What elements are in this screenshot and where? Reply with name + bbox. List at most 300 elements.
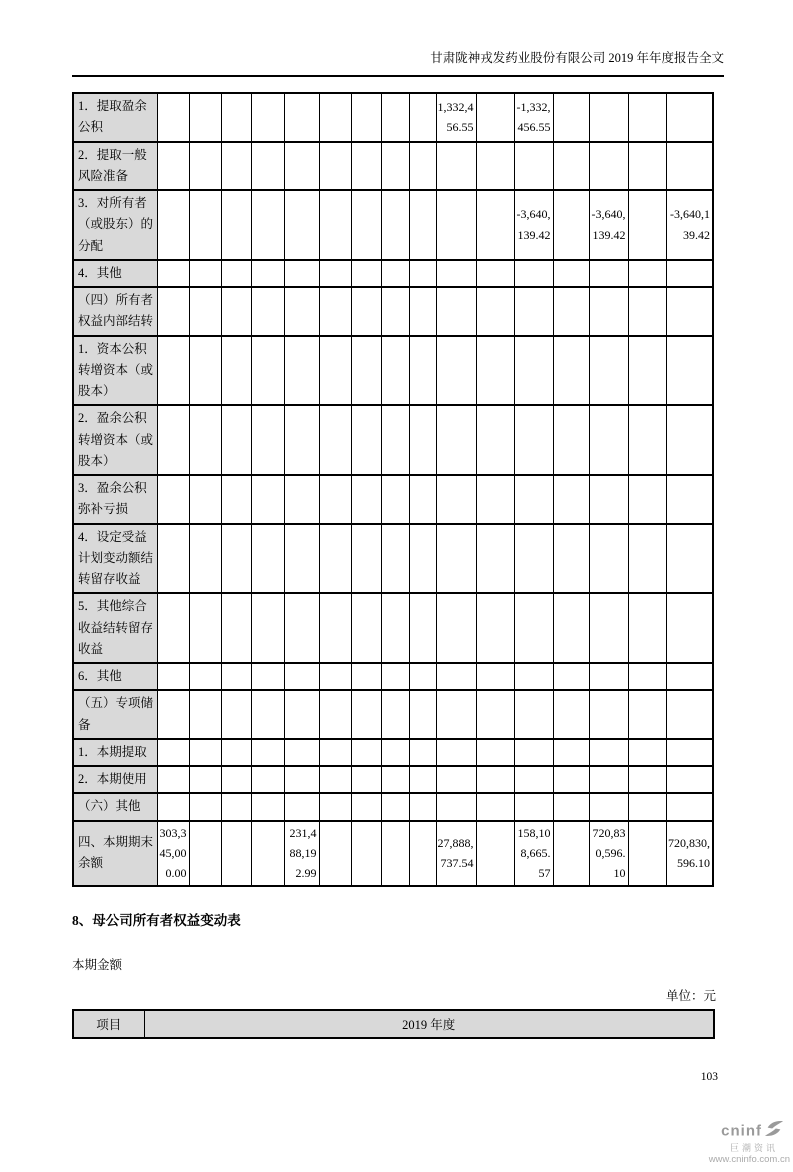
value-cell [319,287,351,336]
value-cell [409,593,436,663]
value-cell [476,524,514,594]
value-cell [284,142,319,191]
value-cell [251,405,284,475]
value-cell [553,593,589,663]
value-cell [666,336,713,406]
value-cell [157,287,189,336]
row-label: 1．资本公积转增资本（或股本） [73,336,157,406]
value-cell [409,793,436,820]
value-cell [284,405,319,475]
table-row [73,524,713,594]
period-label: 本期金额 [72,957,123,972]
value-cell [436,663,476,690]
value-cell [221,190,251,260]
value-cell [553,821,589,886]
table-row [73,260,713,287]
value-cell [514,287,553,336]
value-cell [409,142,436,191]
value-cell [351,793,381,820]
section-heading: 8、母公司所有者权益变动表 [72,912,241,928]
value-cell [666,793,713,820]
value-cell [189,821,221,886]
value-cell [476,405,514,475]
value-cell [409,405,436,475]
value-cell [284,475,319,524]
row-label: （四）所有者权益内部结转 [73,287,157,336]
value-cell [589,142,628,191]
value-cell [436,793,476,820]
value-cell [628,190,666,260]
value-cell [476,793,514,820]
value-cell [251,793,284,820]
value-cell [476,260,514,287]
value-cell: 27,888,737.54 [436,821,476,886]
table-row [73,821,713,886]
value-cell [514,593,553,663]
value-cell [189,690,221,739]
value-cell [189,287,221,336]
row-label: 2．盈余公积转增资本（或股本） [73,405,157,475]
value-cell [381,287,409,336]
value-cell [589,663,628,690]
value-cell [157,475,189,524]
table-row [73,690,713,739]
value-cell [284,287,319,336]
value-cell [157,593,189,663]
value-cell [381,663,409,690]
cninfo-logo [700,1120,790,1166]
item-header-cell: 项目 [73,1010,144,1038]
value-cell [628,690,666,739]
value-cell [381,821,409,886]
value-cell [628,142,666,191]
value-cell [553,793,589,820]
year-header-cell: 2019 年度 [144,1010,714,1038]
table-header-row [73,1010,714,1038]
value-cell [628,821,666,886]
value-cell [628,524,666,594]
value-cell [221,287,251,336]
value-cell [251,260,284,287]
value-cell [189,593,221,663]
value-cell [189,142,221,191]
value-cell [319,821,351,886]
value-cell [351,287,381,336]
value-cell [628,739,666,766]
value-cell [589,287,628,336]
value-cell [628,593,666,663]
value-cell [409,287,436,336]
value-cell [553,475,589,524]
value-cell [221,690,251,739]
value-cell [476,821,514,886]
value-cell [251,142,284,191]
value-cell [221,593,251,663]
value-cell [589,593,628,663]
value-cell [589,475,628,524]
value-cell [284,793,319,820]
value-cell [251,593,284,663]
value-cell [436,405,476,475]
value-cell: 720,830,596.10 [589,821,628,886]
value-cell [221,405,251,475]
value-cell [514,663,553,690]
value-cell [476,690,514,739]
value-cell [436,336,476,406]
value-cell [221,336,251,406]
row-label: 1．本期提取 [73,739,157,766]
value-cell [319,793,351,820]
value-cell [284,93,319,142]
value-cell [666,475,713,524]
value-cell [476,93,514,142]
value-cell: 1,332,456.55 [436,93,476,142]
value-cell [553,766,589,793]
value-cell [319,663,351,690]
value-cell [628,405,666,475]
value-cell [351,663,381,690]
value-cell [476,663,514,690]
cninfo-brand-text: cninf [721,1122,762,1140]
value-cell [221,93,251,142]
row-label: 1．提取盈余公积 [73,93,157,142]
value-cell [251,821,284,886]
table-row [73,793,713,820]
value-cell [251,690,284,739]
value-cell [221,260,251,287]
value-cell [319,405,351,475]
value-cell [514,690,553,739]
value-cell [351,336,381,406]
value-cell [436,190,476,260]
value-cell [157,190,189,260]
value-cell [553,190,589,260]
value-cell [589,405,628,475]
value-cell [409,260,436,287]
value-cell [553,260,589,287]
value-cell [628,793,666,820]
value-cell [476,190,514,260]
value-cell [157,405,189,475]
value-cell [319,336,351,406]
value-cell [189,93,221,142]
value-cell [319,142,351,191]
value-cell [589,793,628,820]
value-cell [436,475,476,524]
value-cell [381,142,409,191]
value-cell [666,766,713,793]
value-cell [157,766,189,793]
value-cell [319,690,351,739]
value-cell [351,260,381,287]
value-cell [157,690,189,739]
value-cell [251,287,284,336]
page-content [72,50,724,1083]
value-cell [381,260,409,287]
value-cell [666,663,713,690]
value-cell [284,663,319,690]
value-cell [514,336,553,406]
value-cell [666,142,713,191]
table-row [73,475,713,524]
value-cell [409,93,436,142]
value-cell [284,690,319,739]
table-row [73,336,713,406]
value-cell: 231,488,192.99 [284,821,319,886]
parent-equity-table-header [72,1009,715,1039]
value-cell [553,93,589,142]
value-cell [553,405,589,475]
value-cell [319,93,351,142]
value-cell [514,260,553,287]
value-cell [221,142,251,191]
table-row [73,190,713,260]
value-cell [436,690,476,739]
value-cell [251,190,284,260]
cninfo-swirl-icon [764,1124,784,1141]
value-cell [221,524,251,594]
value-cell [476,142,514,191]
value-cell: -3,640,139.42 [666,190,713,260]
value-cell [628,287,666,336]
row-label: 3．盈余公积弥补亏损 [73,475,157,524]
value-cell [284,260,319,287]
value-cell [628,663,666,690]
value-cell [189,260,221,287]
value-cell [319,593,351,663]
value-cell [553,524,589,594]
value-cell [319,190,351,260]
value-cell [284,766,319,793]
unit-label: 单位：元 [665,988,716,1003]
row-label: 3．对所有者（或股东）的分配 [73,190,157,260]
cninfo-url: www.cninfo.com.cn [708,1153,790,1165]
value-cell [251,475,284,524]
value-cell [589,524,628,594]
value-cell [589,260,628,287]
value-cell [436,260,476,287]
value-cell: -3,640,139.42 [514,190,553,260]
value-cell [514,793,553,820]
value-cell [409,336,436,406]
value-cell [553,739,589,766]
value-cell [351,475,381,524]
value-cell [436,593,476,663]
value-cell [189,475,221,524]
value-cell [666,739,713,766]
value-cell [319,260,351,287]
value-cell [221,821,251,886]
value-cell [351,190,381,260]
value-cell [436,739,476,766]
value-cell [436,524,476,594]
row-label: （六）其他 [73,793,157,820]
value-cell [189,524,221,594]
value-cell [628,336,666,406]
value-cell [251,93,284,142]
value-cell [319,739,351,766]
page-number: 103 [700,1070,718,1083]
value-cell [251,663,284,690]
row-label: 2．本期使用 [73,766,157,793]
value-cell [381,405,409,475]
value-cell [409,739,436,766]
value-cell: -1,332,456.55 [514,93,553,142]
value-cell [351,524,381,594]
value-cell [157,739,189,766]
value-cell [409,690,436,739]
value-cell [409,766,436,793]
value-cell [157,142,189,191]
value-cell [476,287,514,336]
value-cell [157,793,189,820]
value-cell [381,793,409,820]
value-cell [157,336,189,406]
value-cell [381,690,409,739]
value-cell [251,766,284,793]
value-cell [319,475,351,524]
value-cell [553,336,589,406]
value-cell [409,821,436,886]
table-row [73,593,713,663]
value-cell [189,793,221,820]
value-cell [221,663,251,690]
value-cell [476,766,514,793]
value-cell [251,524,284,594]
value-cell [351,93,381,142]
value-cell [628,260,666,287]
value-cell [351,821,381,886]
value-cell [284,336,319,406]
equity-change-table [72,92,714,887]
cninfo-brand-row [700,1120,790,1142]
row-label: 2．提取一般风险准备 [73,142,157,191]
table-row [73,766,713,793]
value-cell [666,93,713,142]
value-cell [381,593,409,663]
value-cell [157,93,189,142]
value-cell [514,739,553,766]
row-label: （五）专项储备 [73,690,157,739]
value-cell [666,287,713,336]
cninfo-caption: 巨潮资讯 [729,1143,778,1154]
value-cell [221,793,251,820]
value-cell [666,690,713,739]
value-cell [628,766,666,793]
value-cell [189,190,221,260]
value-cell [666,593,713,663]
value-cell [251,739,284,766]
row-label: 4．其他 [73,260,157,287]
value-cell [476,739,514,766]
value-cell [514,142,553,191]
value-cell [319,766,351,793]
table-row [73,93,713,142]
value-cell [189,405,221,475]
value-cell [666,405,713,475]
value-cell [221,739,251,766]
value-cell [189,336,221,406]
table-row [73,405,713,475]
value-cell [514,405,553,475]
value-cell [666,524,713,594]
value-cell [436,287,476,336]
value-cell [514,475,553,524]
value-cell [409,524,436,594]
value-cell [251,336,284,406]
value-cell [589,739,628,766]
value-cell [436,142,476,191]
value-cell [381,336,409,406]
value-cell [381,524,409,594]
value-cell [666,260,713,287]
row-label: 6．其他 [73,663,157,690]
value-cell [436,766,476,793]
value-cell [476,336,514,406]
value-cell [351,405,381,475]
table-row [73,663,713,690]
value-cell [553,142,589,191]
value-cell [628,93,666,142]
value-cell [381,93,409,142]
value-cell [589,690,628,739]
value-cell: -3,640,139.42 [589,190,628,260]
value-cell [553,287,589,336]
value-cell [189,766,221,793]
value-cell [157,663,189,690]
value-cell [553,690,589,739]
value-cell [409,190,436,260]
value-cell [284,593,319,663]
value-cell [381,475,409,524]
value-cell [351,142,381,191]
value-cell [284,739,319,766]
row-label: 4．设定受益计划变动额结转留存收益 [73,524,157,594]
row-label: 四、本期期末余额 [73,821,157,886]
value-cell [553,663,589,690]
value-cell: 720,830,596.10 [666,821,713,886]
value-cell [221,766,251,793]
value-cell [157,260,189,287]
value-cell [319,524,351,594]
value-cell [381,190,409,260]
value-cell [589,336,628,406]
value-cell [589,93,628,142]
value-cell [514,766,553,793]
value-cell [221,475,251,524]
value-cell [476,593,514,663]
table-row [73,142,713,191]
value-cell [381,766,409,793]
value-cell [589,766,628,793]
value-cell [409,475,436,524]
value-cell [189,739,221,766]
value-cell [351,739,381,766]
value-cell [381,739,409,766]
value-cell [351,766,381,793]
table-row [73,287,713,336]
value-cell [476,475,514,524]
value-cell: 303,345,000.00 [157,821,189,886]
value-cell: 158,108,665.57 [514,821,553,886]
value-cell [628,475,666,524]
row-label: 5．其他综合收益结转留存收益 [73,593,157,663]
value-cell [351,593,381,663]
value-cell [284,190,319,260]
value-cell [284,524,319,594]
table-row [73,739,713,766]
value-cell [409,663,436,690]
